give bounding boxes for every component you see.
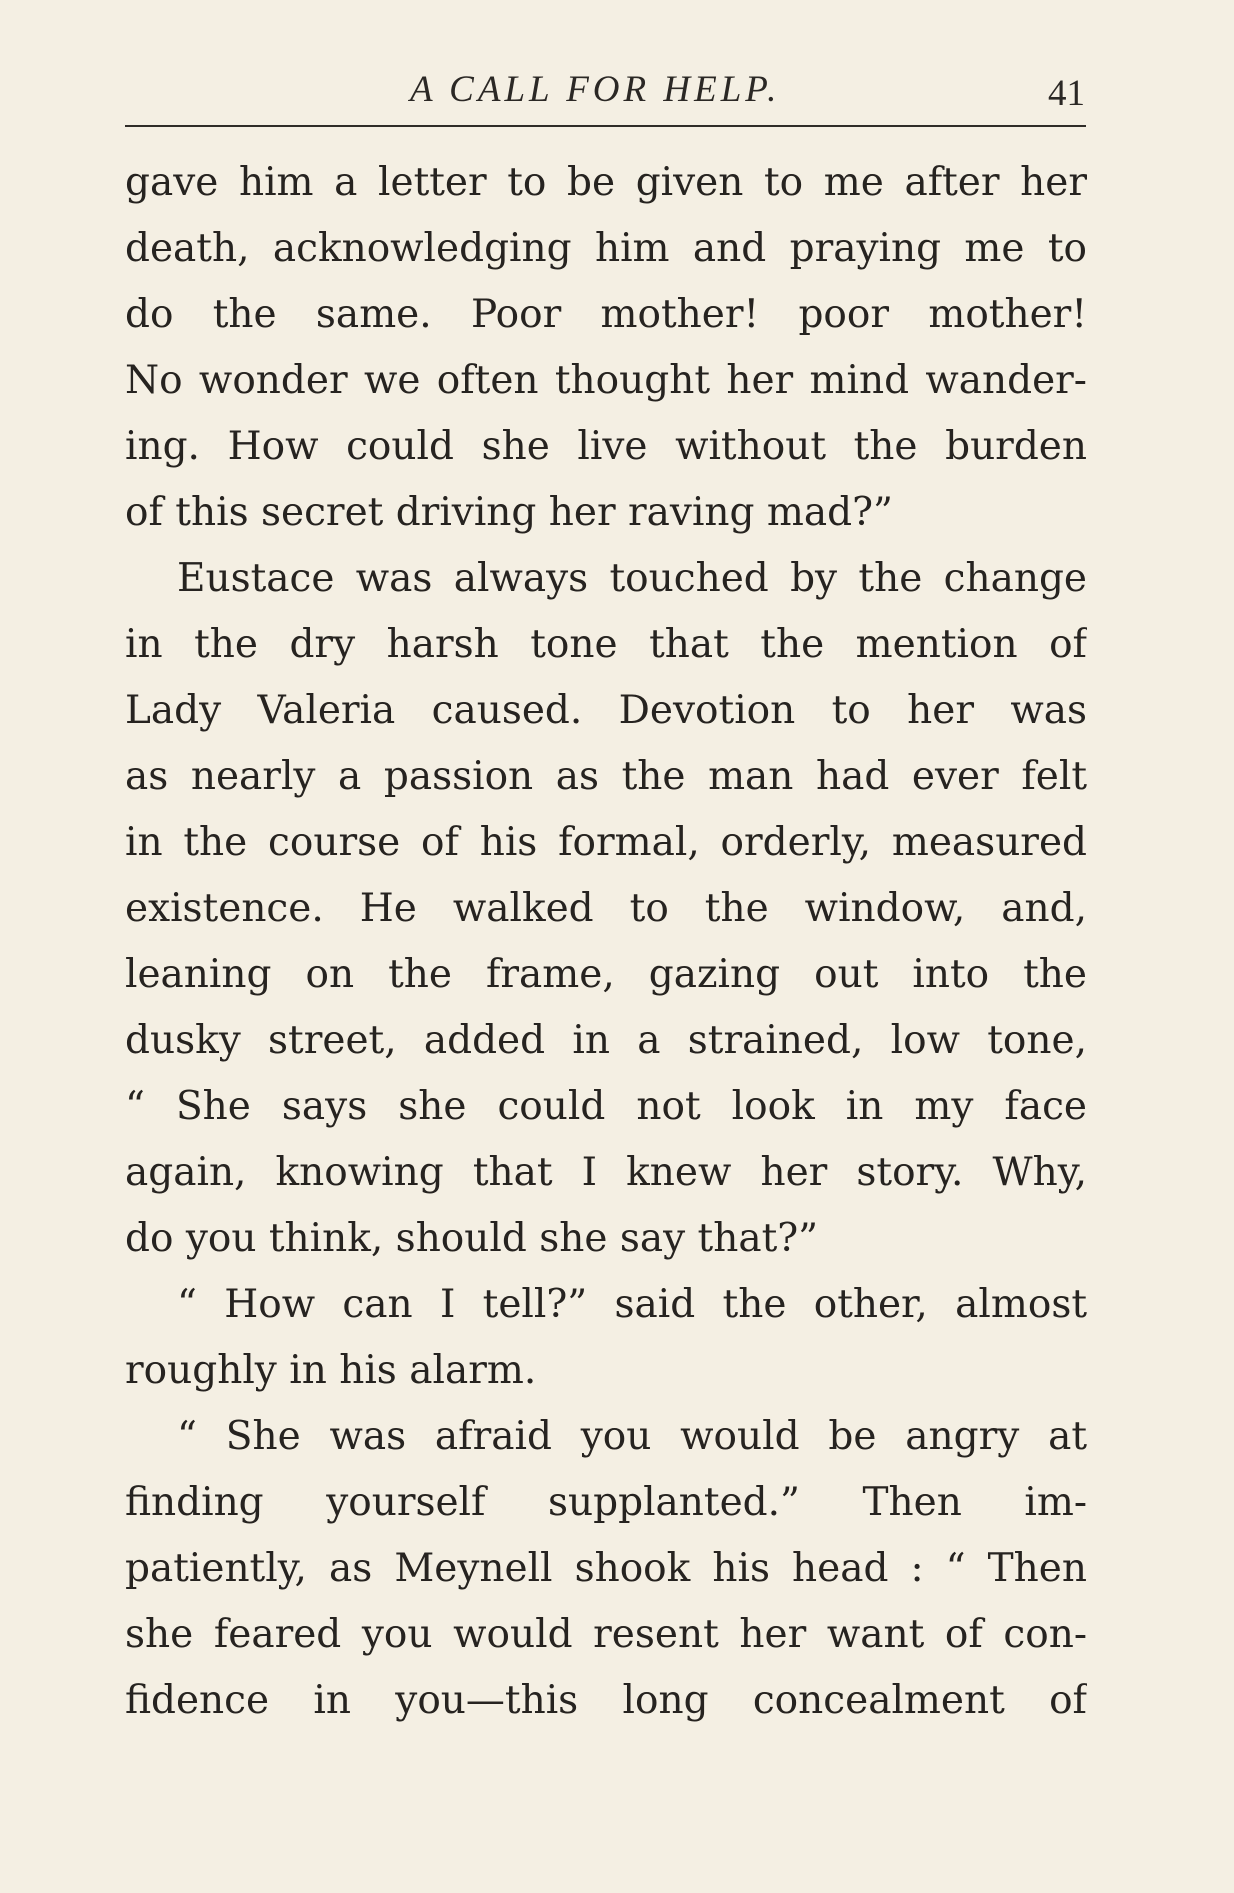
text-line: “ She was afraid you would be angry at bbox=[177, 1414, 1087, 1459]
text-line: of this secret driving her raving mad?” bbox=[125, 490, 893, 535]
text-line: existence. He walked to the window, and, bbox=[125, 886, 1087, 931]
page-number: 41 bbox=[1048, 73, 1085, 114]
text-line: do the same. Poor mother! poor mother! bbox=[125, 292, 1087, 337]
text-line: “ She says she could not look in my face bbox=[125, 1084, 1087, 1129]
text-line: “ How can I tell?” said the other, almost bbox=[177, 1282, 1087, 1327]
text-line: fidence in you—this long concealment of bbox=[125, 1678, 1087, 1723]
text-line: death, acknowledging him and praying me to bbox=[125, 226, 1087, 271]
body-text bbox=[125, 150, 1087, 1734]
text-line: Lady Valeria caused. Devotion to her was bbox=[125, 688, 1087, 733]
text-line: Eustace was always touched by the change bbox=[177, 556, 1087, 601]
text-line: finding yourself supplanted.” Then im- bbox=[125, 1480, 1087, 1525]
text-line: in the course of his formal, orderly, measured bbox=[125, 820, 1087, 865]
text-line: do you think, should she say that?” bbox=[125, 1216, 819, 1261]
running-head bbox=[125, 68, 1085, 112]
text-line: gave him a letter to be given to me after her bbox=[125, 160, 1087, 205]
text-line: leaning on the frame, gazing out into the bbox=[125, 952, 1087, 997]
text-line: as nearly a passion as the man had ever felt bbox=[125, 754, 1087, 799]
text-line: ing. How could she live without the burden bbox=[125, 424, 1087, 469]
text-line: roughly in his alarm. bbox=[125, 1348, 537, 1393]
text-line: dusky street, added in a strained, low tone, bbox=[125, 1018, 1087, 1063]
text-line: she feared you would resent her want of con- bbox=[125, 1612, 1087, 1657]
chapter-title: A CALL FOR HELP. bbox=[410, 69, 781, 110]
text-line: patiently, as Meynell shook his head : “ Then bbox=[125, 1546, 1087, 1591]
text-line: in the dry harsh tone that the mention of bbox=[125, 622, 1087, 667]
text-line: No wonder we often thought her mind wander- bbox=[125, 358, 1087, 403]
text-line: again, knowing that I knew her story. Why, bbox=[125, 1150, 1087, 1195]
header-rule bbox=[125, 125, 1086, 127]
